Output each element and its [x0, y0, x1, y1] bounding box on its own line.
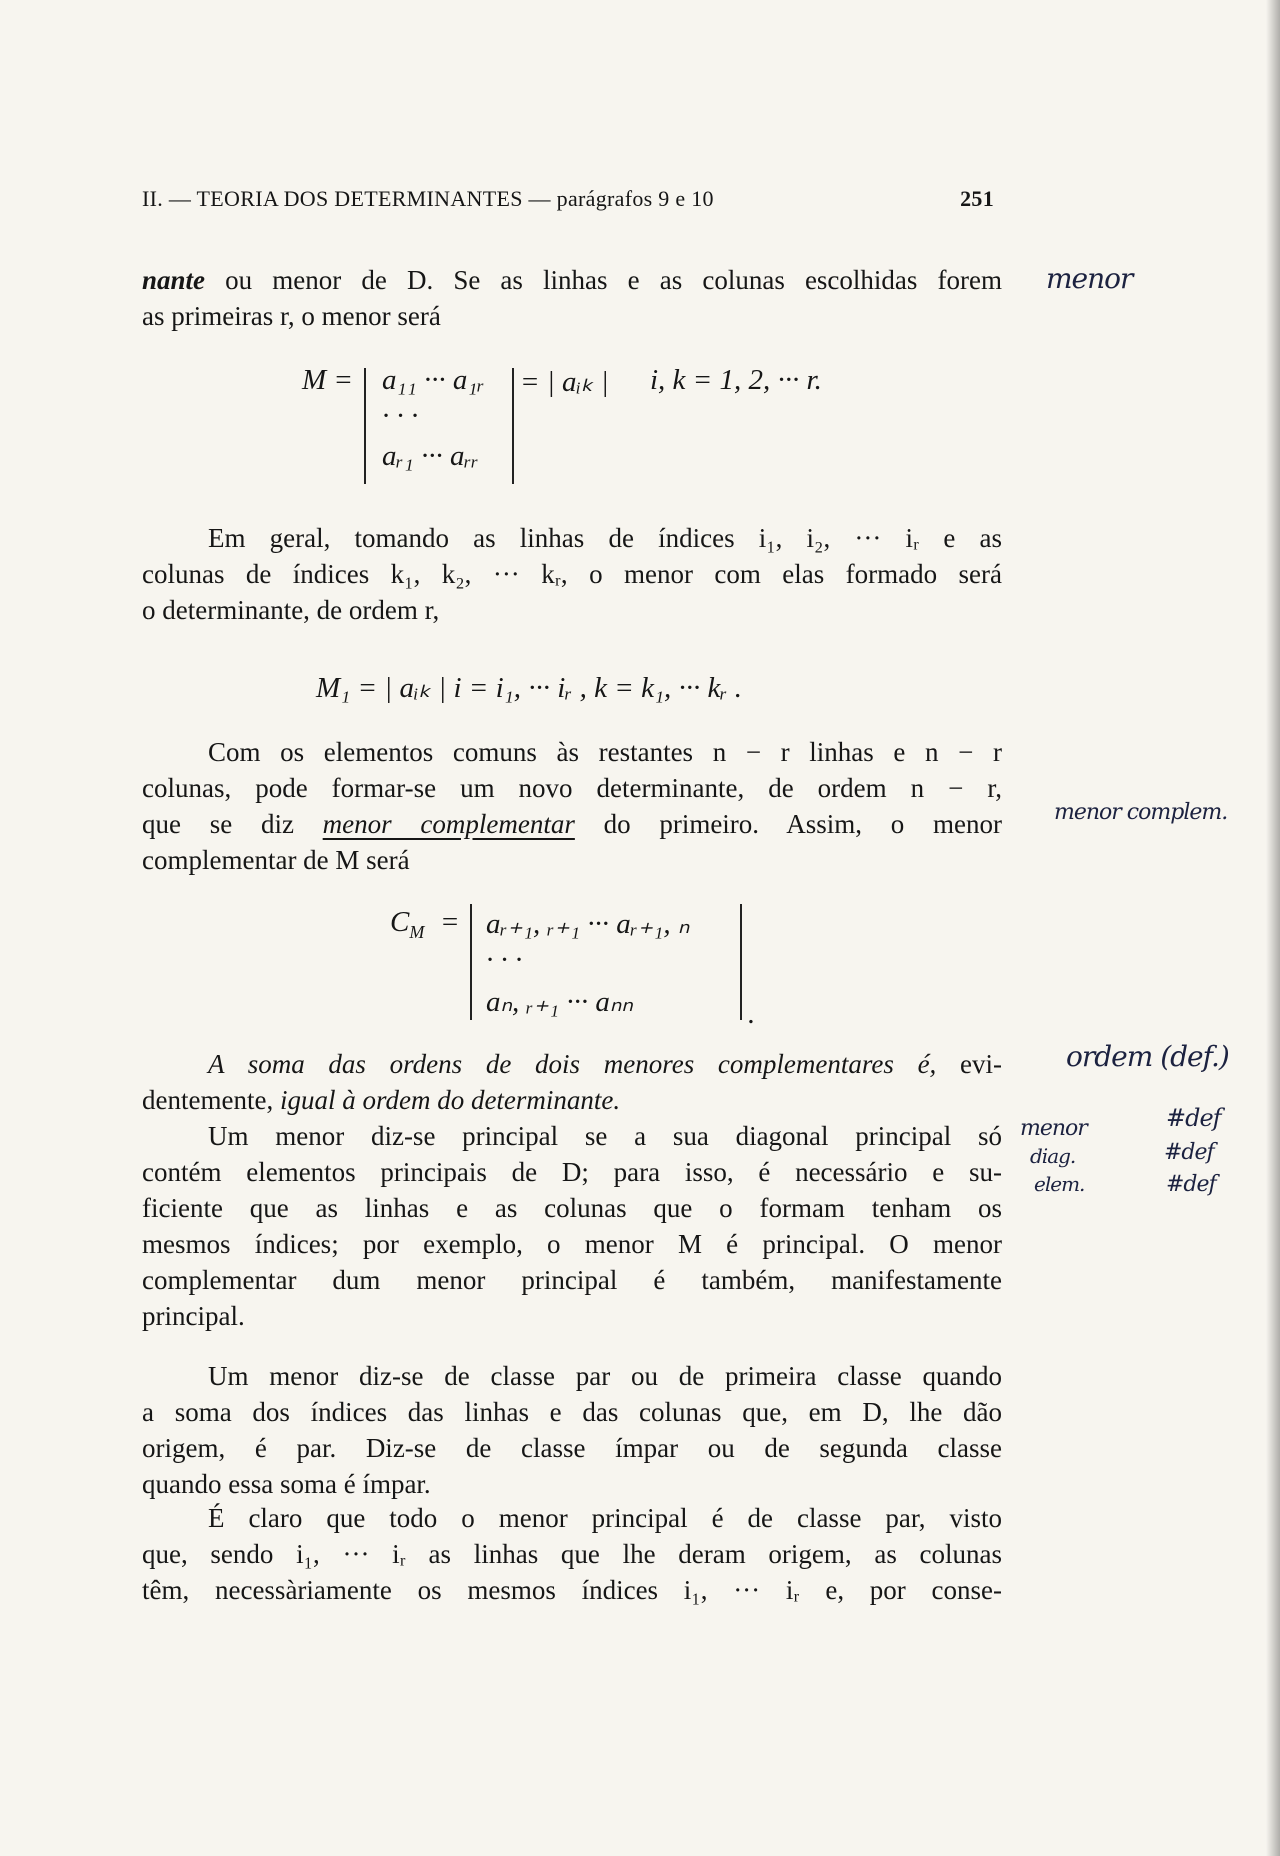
paragraph-4-line-2 [142, 1082, 1002, 1118]
formula-3-lhs-letter: C [390, 906, 410, 938]
paragraph-5-line-5: complementar dum menor principal é também, manifestamente [142, 1265, 1002, 1295]
paragraph-1-line-1-text: ou menor de D. Se as linhas e as colunas escolhidas forem [205, 265, 1002, 295]
running-title: II. — TEORIA DOS DETERMINANTES — parágrafos 9 e 10 [142, 186, 714, 211]
nante-word: nante [142, 265, 206, 295]
paragraph-7-line-1: É claro que todo o menor principal é de classe par, visto [208, 1503, 1002, 1533]
formula-1-row-2: · · · [382, 400, 419, 432]
paragraph-6 [142, 1358, 1002, 1502]
paragraph-6-line-4: quando essa soma é ímpar. [142, 1469, 431, 1499]
formula-3-row-2: · · · [486, 944, 523, 976]
margin-note-def-1: #def [1166, 1104, 1221, 1132]
paragraph-5 [142, 1118, 1002, 1334]
formula-3-bar-left [470, 904, 472, 1020]
paragraph-1-line-2: as primeiras r, o menor será [142, 301, 441, 331]
formula-3-lhs [390, 906, 424, 943]
formula-3-row-3: aₙ, ᵣ₊₁ ··· aₙₙ [486, 986, 633, 1018]
paragraph-2-line-2: colunas de índices k₁, k₂, ··· kᵣ, o menor com elas formado será [142, 559, 1002, 589]
formula-1-row-1: a₁₁ ··· a₁ᵣ [382, 364, 485, 396]
paragraph-4-italic-statement: A soma das ordens de dois menores complementares é, [208, 1049, 937, 1079]
paragraph-7 [142, 1500, 1002, 1608]
paragraph-1-line-1 [142, 262, 1002, 298]
formula-3-lhs-subscript: M [409, 921, 425, 942]
paragraph-5-line-6: principal. [142, 1301, 245, 1331]
paragraph-4-line-2-a: dentemente, [142, 1085, 280, 1115]
paragraph-3 [142, 734, 1002, 878]
formula-1-equality: = | aᵢₖ | [520, 366, 609, 398]
paragraph-3-line-4: complementar de M será [142, 845, 410, 875]
paragraph-4-line-1 [142, 1046, 1002, 1082]
paragraph-3-line-1: Com os elementos comuns às restantes n − r linhas e n − r [208, 737, 1002, 767]
paragraph-1 [142, 262, 1002, 334]
paragraph-6-line-1: Um menor diz-se de classe par ou de primeira classe quando [208, 1361, 1002, 1391]
formula-3-equals: = [440, 906, 460, 938]
paragraph-5-line-3: ficiente que as linhas e as colunas que o formam tenham os [142, 1193, 1002, 1223]
paragraph-2-line-1: Em geral, tomando as linhas de índices i₁, i₂, ··· iᵣ e as [208, 523, 1002, 553]
paragraph-7-line-3: têm, necessàriamente os mesmos índices i₁, ··· iᵣ e, por conse- [142, 1575, 1002, 1605]
paragraph-7-line-2: que, sendo i₁, ··· iᵣ as linhas que lhe deram origem, as colunas [142, 1539, 1002, 1569]
margin-note-menor: menor [1046, 262, 1133, 295]
margin-note-menor-2: menor [1020, 1116, 1087, 1141]
formula-1-bar-left [364, 368, 366, 484]
formula-1-range: i, k = 1, 2, ··· r. [650, 364, 822, 396]
paragraph-5-line-1: Um menor diz-se principal se a sua diagonal principal só [208, 1121, 1002, 1151]
paragraph-3-line-3-a: que se diz [142, 809, 323, 839]
paragraph-4-italic-conclusion: igual à ordem do determinante. [279, 1085, 621, 1115]
margin-note-def-3: #def [1166, 1172, 1216, 1197]
paragraph-4 [142, 1046, 1002, 1118]
paragraph-5-line-4: mesmos índices; por exemplo, o menor M é principal. O menor [142, 1229, 1002, 1259]
formula-3-row-1: aᵣ₊₁, ᵣ₊₁ ··· aᵣ₊₁, ₙ [486, 908, 690, 940]
paragraph-4-line-1-rest: evi- [936, 1049, 1002, 1079]
formula-1-row-3: aᵣ₁ ··· aᵣᵣ [382, 440, 479, 472]
margin-note-menor-complementar: menor complem. [1054, 800, 1228, 825]
margin-note-elem: elem. [1034, 1172, 1085, 1196]
formula-3-bar-right [740, 904, 742, 1020]
margin-note-def-2: #def [1164, 1140, 1214, 1165]
page-edge-shadow [1266, 0, 1280, 1856]
margin-note-ordem: ordem (def.) [1066, 1040, 1229, 1073]
margin-note-diag: diag. [1030, 1144, 1076, 1168]
formula-2: M₁ = | aᵢₖ | i = i₁, ··· iᵣ , k = k₁, ··· kᵣ . [316, 672, 743, 704]
page-number: 251 [960, 186, 994, 211]
paragraph-3-line-2: colunas, pode formar-se um novo determinante, de ordem n − r, [142, 773, 1002, 803]
paragraph-2 [142, 520, 1002, 628]
paragraph-3-line-3 [142, 806, 1002, 842]
paragraph-2-line-3: o determinante, de ordem r, [142, 595, 440, 625]
paragraph-3-line-3-b: do primeiro. Assim, o menor [574, 809, 1002, 839]
paragraph-6-line-3: origem, é par. Diz-se de classe ímpar ou de segunda classe [142, 1433, 1002, 1463]
running-header [142, 186, 994, 212]
paragraph-6-line-2: a soma dos índices das linhas e das colunas que, em D, lhe dão [142, 1397, 1002, 1427]
paragraph-5-line-2: contém elementos principais de D; para isso, é necessário e su- [142, 1157, 1002, 1187]
term-menor-complementar: menor complementar [322, 809, 575, 839]
formula-3-period: . [748, 998, 756, 1030]
formula-1-lhs: M = [302, 364, 353, 396]
formula-1-bar-right [512, 368, 514, 484]
